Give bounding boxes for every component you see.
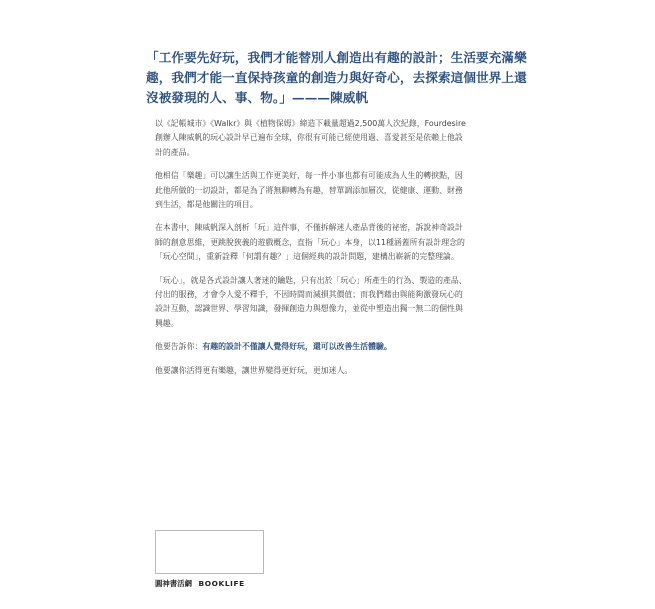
text-line: 計的產品。	[155, 147, 195, 157]
text-line: 創辦人陳威帆的玩心設計早已遍布全球，你很有可能已經使用過、喜愛甚至是依賴上他設	[155, 133, 463, 143]
text-line	[155, 340, 500, 354]
text-line: 興趣。	[155, 318, 179, 328]
paragraph-intro	[155, 117, 500, 160]
text-line: 付出的服務，才會令人愛不釋手，不因時間而減損其價值；而我們藉由與能夠激發玩心的	[155, 290, 463, 300]
text-line: 以《記帳城市》《Walkr》與《植物保姆》締造下載量超過2,500萬人次紀錄，Fourdesire	[155, 119, 466, 128]
paragraph-closing	[155, 364, 500, 378]
paragraph-book	[155, 221, 500, 264]
quote-line: 「工作要先好玩，我們才能替別人創造出有趣的設計；生活要充滿樂	[146, 50, 527, 65]
publisher-footer	[155, 578, 245, 589]
text-line: 在本書中，陳威帆深入剖析「玩」這件事，不僅拆解迷人產品背後的祕密，訴說神奇設計	[155, 223, 463, 233]
message-prefix: 他要告訴你：	[155, 342, 203, 352]
quote-line: 趣，我們才能一直保持孩童的創造力與好奇心，去探索這個世界上還	[146, 70, 527, 85]
highlight-text: 有趣的設計不僅讓人覺得好玩，還可以改善生活體驗。	[202, 342, 392, 352]
image-placeholder-box	[155, 530, 264, 574]
description-body	[155, 117, 500, 387]
text-line: 設計互動，認識世界、學習知識，發揮創造力與想像力，並從中塑造出獨一無二的個性與	[155, 304, 463, 314]
text-line: 到生活，都是他關注的項目。	[155, 200, 258, 210]
text-line: 他相信「樂趣」可以讓生活與工作更美好，每一件小事也都有可能成為人生的轉捩點，因	[155, 171, 463, 181]
quote-line: 沒被發現的人、事、物。」———陳威帆	[146, 90, 369, 105]
paragraph-playfulness	[155, 274, 500, 332]
text-line: 此他所做的一切設計，都是為了將無聊轉為有趣，替單調添加層次，從健康、運動、財務	[155, 185, 463, 195]
text-line: 「玩心空間」，重新詮釋「何謂有趣？」這個經典的設計問題，建構出嶄新的完整理論。	[155, 252, 459, 262]
publisher-name: 圓神書活網	[155, 579, 192, 588]
text-line: 「玩心」，就是各式設計讓人著迷的鑰匙，只有出於「玩心」所產生的行為、製造的產品、	[155, 275, 467, 285]
text-line: 他要讓你活得更有樂趣，讓世界變得更好玩，更加迷人。	[155, 365, 353, 375]
paragraph-message	[155, 340, 500, 354]
text-line: 師的創意思維，更跳脫狹義的遊戲概念，直指「玩心」本身，以11種涵蓋所有設計理念的	[155, 237, 465, 247]
pull-quote	[146, 48, 531, 108]
paragraph-belief	[155, 169, 500, 212]
booklife-logo: BOOKLIFE	[198, 579, 245, 588]
